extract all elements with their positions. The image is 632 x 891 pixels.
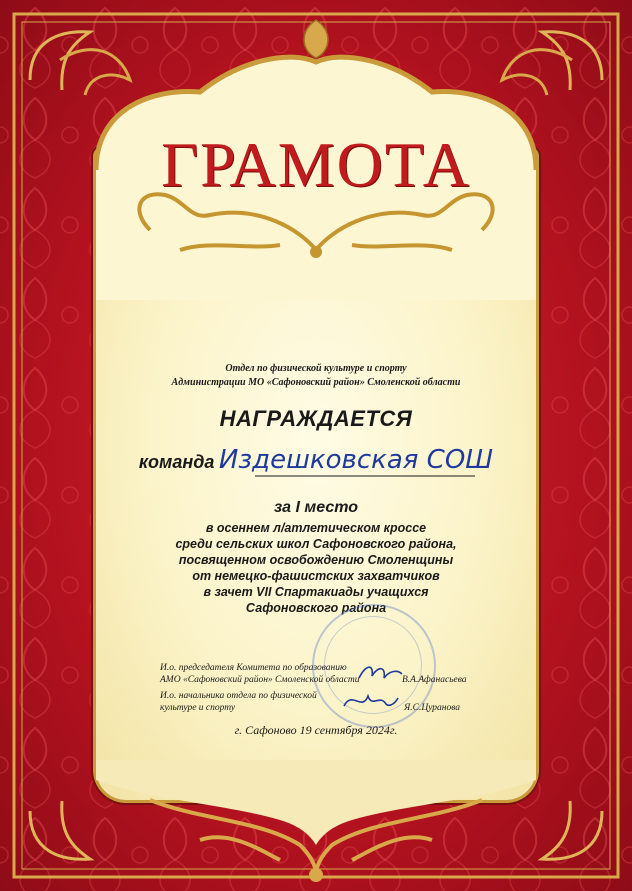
handwritten-signature-2	[340, 686, 400, 716]
certificate-title: ГРАМОТА	[161, 129, 471, 200]
detail-line: Сафоновского района	[245, 601, 387, 615]
signature-name-1: В.А.Афанасьева	[402, 675, 467, 685]
recipient-prefix: команда	[138, 452, 215, 472]
signature-title-1	[160, 662, 359, 686]
recipient-name: Издешковская СОШ	[218, 445, 494, 475]
detail-line: от немецко-фашистских захватчиков	[192, 569, 440, 583]
signature-title-line: И.о. председателя Комитета по образованию	[160, 663, 347, 673]
signature-title-2	[160, 690, 317, 714]
place-award: за I место	[273, 499, 358, 516]
org-line-1: Отдел по физической культуре и спорту	[225, 363, 407, 374]
detail-line: среди сельских школ Сафоновского района,	[175, 537, 457, 551]
recipient-underline	[255, 474, 475, 478]
place-date: г. Сафоново 19 сентября 2024г.	[234, 723, 398, 737]
org-line-2: Администрации МО «Сафоновский район» Смоленской области	[171, 377, 461, 388]
signature-title-line: И.о. начальника отдела по физической	[160, 691, 317, 701]
signature-name-2: Я.С.Цуранова	[404, 703, 461, 713]
detail-line: в осеннем л/атлетическом кроссе	[205, 521, 427, 535]
bottom-ornament	[0, 760, 632, 891]
recipient-line	[0, 445, 632, 475]
detail-line: в зачет VII Спартакиады учащихся	[203, 585, 429, 599]
detail-line: посвященном освобождению Смоленщины	[178, 553, 454, 567]
signature-title-line: АМО «Сафоновский район» Смоленской области	[160, 675, 360, 685]
signature-title-line: культуре и спорту	[160, 703, 236, 713]
awarded-heading: НАГРАЖДАЕТСЯ	[219, 406, 413, 431]
handwritten-signature-1	[356, 660, 406, 686]
